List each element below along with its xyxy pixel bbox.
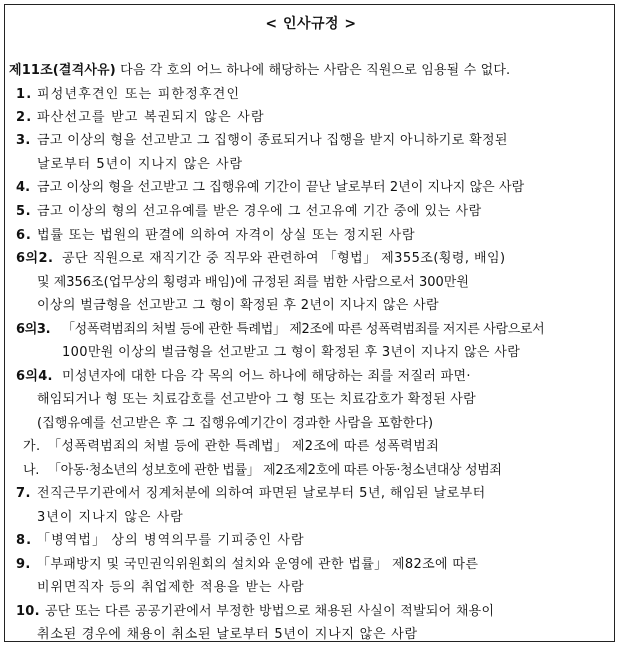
item-number: 6의2. <box>16 251 54 266</box>
item-number: 1. <box>16 87 33 102</box>
item-continuation: 날로부터 5년이 지나지 않은 사람 <box>37 157 244 172</box>
list-item <box>16 178 524 198</box>
item-number: 5. <box>16 204 32 219</box>
sub-item-marker: 가. <box>23 439 41 454</box>
sub-item-text: 「아동·청소년의 성보호에 관한 법률」 제2조제2호에 따른 아동·청소년대상 성범죄 <box>48 463 502 478</box>
item-continuation: (집행유예를 선고받은 후 그 집행유예기간이 경과한 사람을 포함한다) <box>37 416 434 431</box>
list-item <box>16 226 415 246</box>
sub-item-text: 「성폭력범죄의 처벌 등에 관한 특례법」 제2조에 따른 성폭력범죄 <box>48 439 440 454</box>
list-item <box>16 85 240 105</box>
item-text: 금고 이상의 형을 선고받고 그 집행이 종료되거나 집행을 받지 아니하기로 확정된 <box>37 133 508 148</box>
list-item <box>16 320 544 340</box>
item-number: 8. <box>16 533 33 548</box>
item-number: 6의3. <box>16 322 51 337</box>
item-text: 파산선고를 받고 복권되지 않은 사람 <box>37 110 265 125</box>
item-number: 9. <box>16 557 31 572</box>
item-continuation: 취소된 경우에 채용이 취소된 날로부터 5년이 지나지 않은 사람 <box>37 627 418 642</box>
item-continuation: 및 제356조(업무상의 횡령과 배임)에 규정된 죄를 범한 사람으로서 300만원 <box>37 275 469 290</box>
item-number: 4. <box>16 180 31 195</box>
item-text: 공단 또는 다른 공공기관에서 부정한 방법으로 채용된 사실이 적발되어 채용이 <box>45 604 495 619</box>
list-item <box>16 108 265 128</box>
item-number: 6. <box>16 228 32 243</box>
list-item <box>16 249 506 269</box>
article-heading: 제11조(결격사유) <box>9 63 116 78</box>
item-text: 금고 이상의 형을 선고받고 그 집행유예 기간이 끝난 날로부터 2년이 지나지 않은 사람 <box>37 180 525 195</box>
item-continuation: 비위면직자 등의 취업제한 적용을 받는 사람 <box>37 580 305 595</box>
item-number: 7. <box>16 486 31 501</box>
item-text: 피성년후견인 또는 피한정후견인 <box>37 87 241 102</box>
sub-list-item <box>23 461 502 481</box>
item-number: 3. <box>16 133 31 148</box>
document-title: < 인사규정 > <box>265 16 357 32</box>
item-text: 「성폭력범죄의 처벌 등에 관한 특례법」 제2조에 따른 성폭력범죄를 저지른 사람으로서 <box>62 322 545 337</box>
item-number: 2. <box>16 110 33 125</box>
item-text: 전직근무기관에서 징계처분에 의하여 파면된 날로부터 5년, 해임된 날로부터 <box>37 486 486 501</box>
list-item <box>16 131 508 151</box>
list-item <box>16 602 494 622</box>
item-text: 법률 또는 법원의 판결에 의하여 자격이 상실 또는 정지된 사람 <box>37 228 416 243</box>
item-text: 「병역법」 상의 병역의무를 기피중인 사람 <box>37 533 305 548</box>
item-continuation: 해임되거나 형 또는 치료감호를 선고받아 그 형 또는 치료감호가 확정된 사람 <box>37 392 476 407</box>
sub-item-marker: 나. <box>23 463 39 478</box>
article-text: 다음 각 호의 어느 하나에 해당하는 사람은 직원으로 임용될 수 없다. <box>115 63 511 78</box>
item-continuation: 100만원 이상의 벌금형을 선고받고 그 형이 확정된 후 3년이 지나지 않은 사람 <box>62 345 521 360</box>
list-item <box>16 531 305 551</box>
item-text: 「부패방지 및 국민권익위원회의 설치와 운영에 관한 법률」 제82조에 따른 <box>37 557 479 572</box>
sub-list-item <box>23 437 439 457</box>
list-item <box>16 555 478 575</box>
list-item <box>16 484 486 504</box>
list-item <box>16 202 482 222</box>
item-text: 금고 이상의 형의 선고유예를 받은 경우에 그 선고유예 기간 중에 있는 사람 <box>37 204 482 219</box>
list-item <box>16 367 471 387</box>
article-line <box>9 61 510 81</box>
item-text: 공단 직원으로 재직기간 중 직무와 관련하여 「형법」 제355조(횡령, 배임) <box>62 251 506 266</box>
item-number: 10. <box>16 604 40 619</box>
item-number: 6의4. <box>16 369 53 384</box>
item-continuation: 이상의 벌금형을 선고받고 그 형이 확정된 후 2년이 지나지 않은 사람 <box>37 298 439 313</box>
item-text: 미성년자에 대한 다음 각 목의 어느 하나에 해당하는 죄를 저질러 파면· <box>62 369 471 384</box>
item-continuation: 3년이 지나지 않은 사람 <box>37 510 184 525</box>
